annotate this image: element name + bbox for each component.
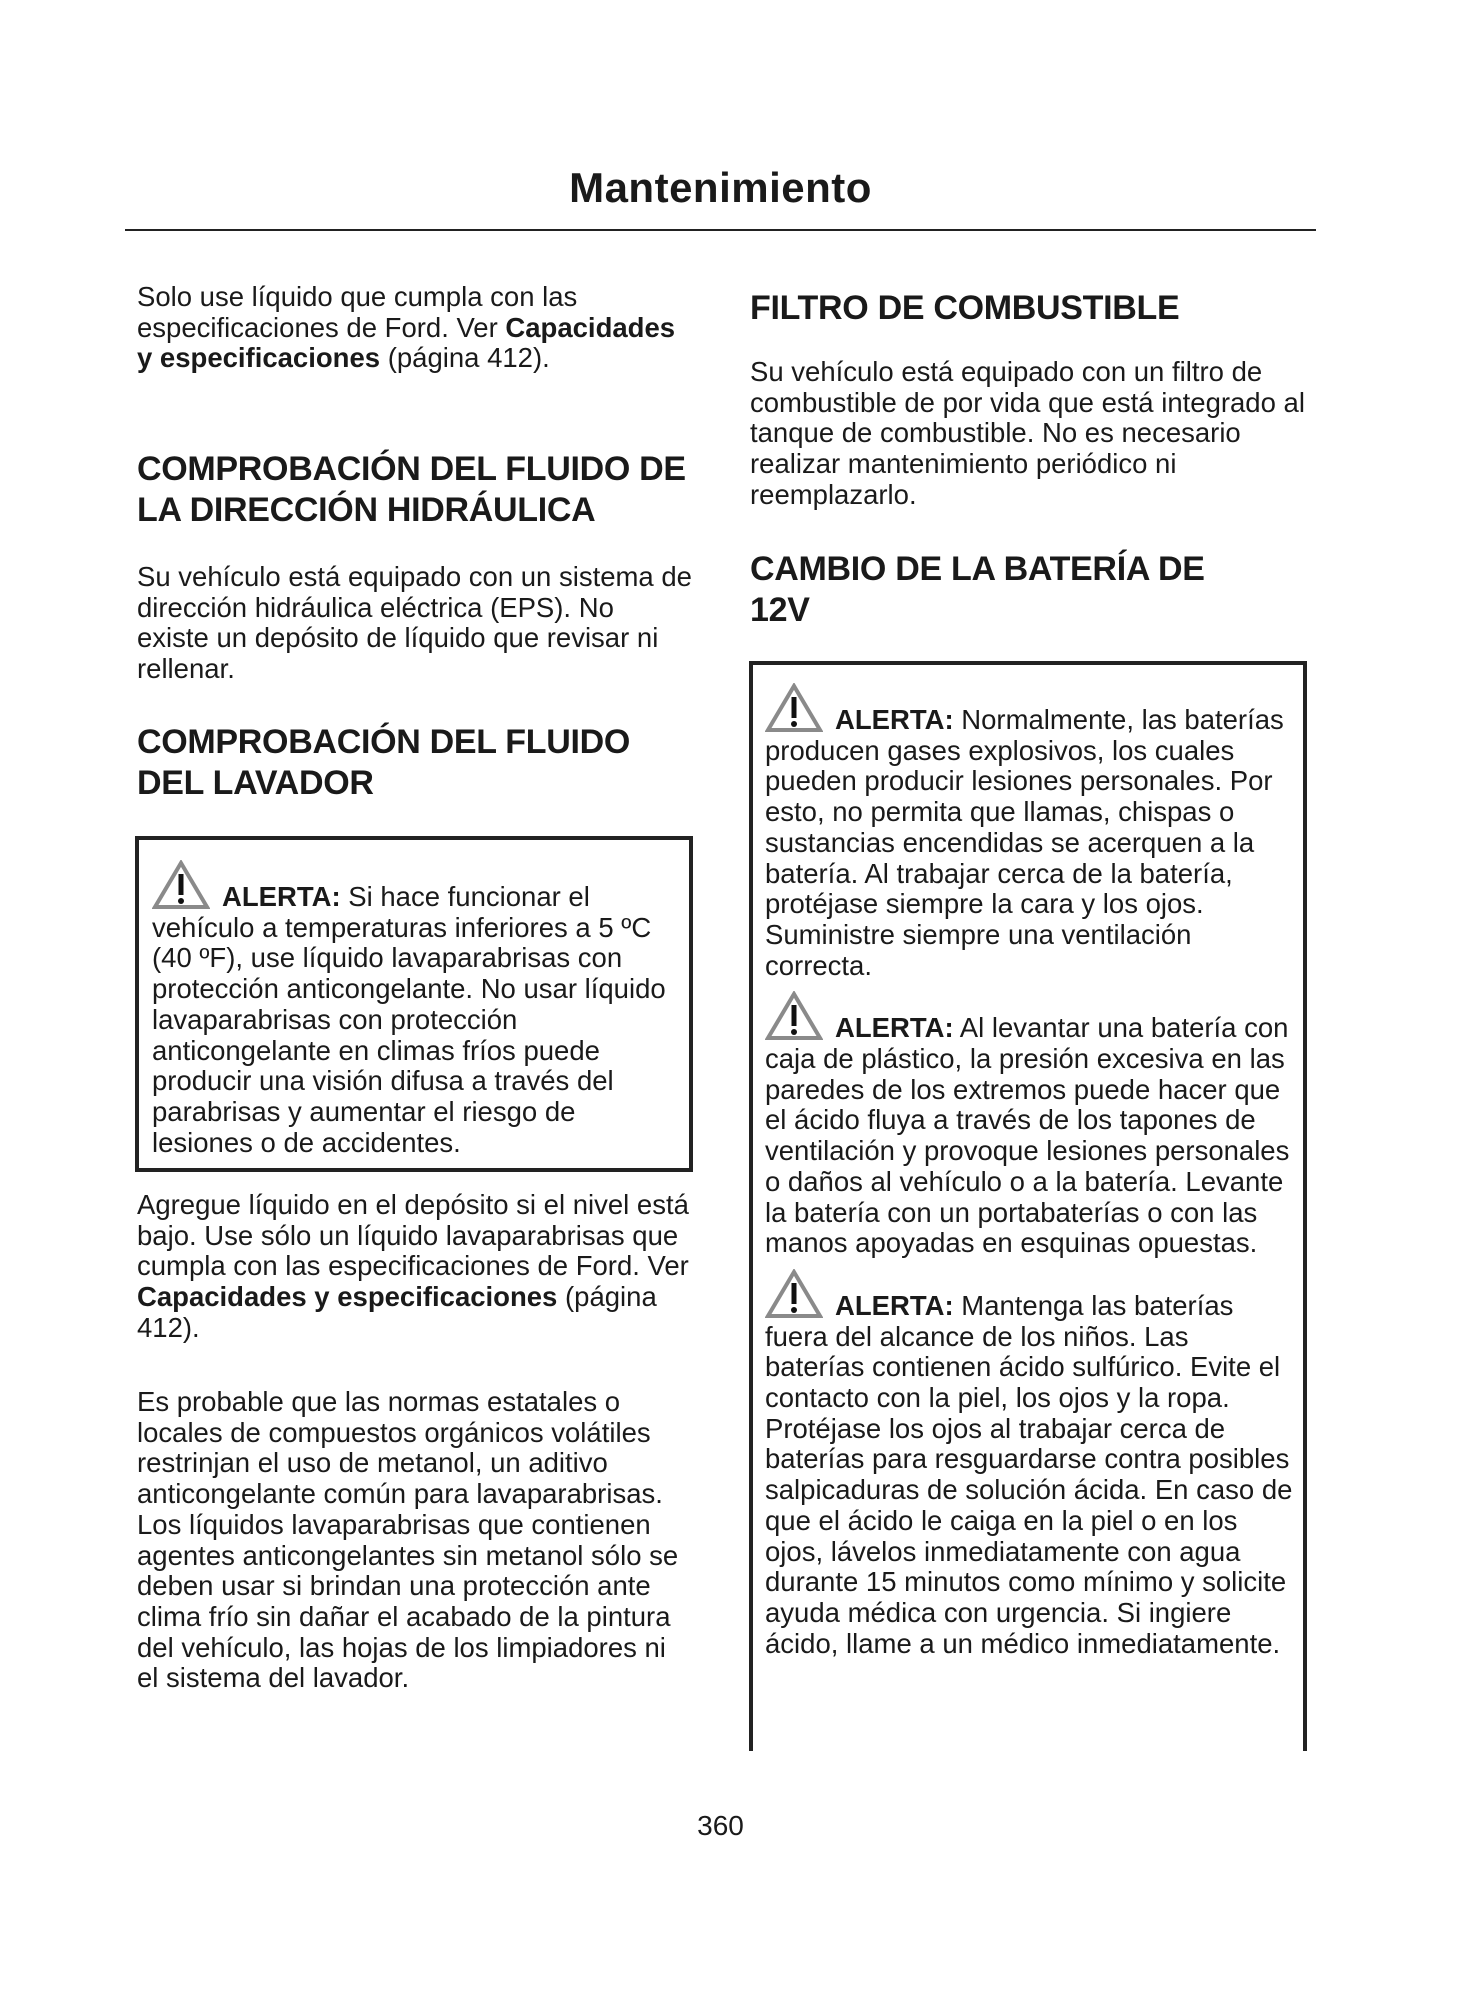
alert-text: Al levantar una batería con caja de plástico, la presión excesiva en las paredes de los extremos puede hacer que el ácido fluya a través de los tapones de ventilación y provoque lesiones personales o daños al vehículo o a la batería. Levante la batería con un portabaterías o con las manos apoyadas en esquinas opuestas. [765,1012,1290,1259]
page-title: Mantenimiento [569,164,872,211]
left-paragraph-1 [137,282,693,374]
warning-triangle-icon [152,860,210,910]
left-paragraph-4: Es probable que las normas estatales o locales de compuestos orgánicos volátiles restrinjan el uso de metanol, un aditivo anticongelante común para lavaparabrisas. Los líquidos lavaparabrisas que contienen agentes anticongelantes sin metanol sólo se deben usar si brindan una protección ante clima frío sin dañar el acabado de la pintura del vehículo, las hojas de los limpiadores ni el sistema del lavador. [137,1386,679,1694]
warning-triangle-icon [765,991,823,1041]
alert-text: Normalmente, las baterías producen gases explosivos, los cuales pueden producir lesiones personales. Por esto, no permita que llamas, chispas o sustancias encendidas se acerquen a la batería. Al trabajar cerca de la batería, protéjase siempre la cara y los ojos. Suministre siempre una ventilación correcta. [765,704,1284,981]
left-paragraph-2: Su vehículo está equipado con un sistema de dirección hidráulica eléctrica (EPS). No existe un depósito de líquido que revisar ni rellenar. [137,561,692,685]
capacities-link[interactable]: Capacidades y especificaciones [137,1281,558,1313]
alert [765,683,1295,981]
warning-triangle-icon [765,683,823,733]
heading-battery-change: CAMBIO DE LA BATERÍA DE 12V [750,550,1205,629]
paragraph-text: Solo use líquido que cumpla con las especificaciones de Ford. Ver [137,281,578,343]
battery-alert-box [749,661,1307,1751]
capacities-link[interactable]: Capacidades y especificaciones [137,311,676,374]
right-paragraph-1: Su vehículo está equipado con un filtro de combustible de por vida que está integrado al tanque de combustible. No es necesario realizar mantenimiento periódico ni reemplazarlo. [750,356,1305,510]
alert-label: ALERTA: [222,881,341,912]
alert-label: ALERTA: [835,704,954,735]
heading-fuel-filter: FILTRO DE COMBUSTIBLE [750,289,1180,327]
alert-text: Mantenga las baterías fuera del alcance de los niños. Las baterías contienen ácido sulfúrico. Evite el contacto con la piel, los ojos y la ropa. Protéjase los ojos al trabajar cerca de baterías para resguardarse contra posibles salpicaduras de solución ácida. En caso de que el ácido le caiga en la piel o en los ojos, lávelos inmediatamente con agua durante 15 minutos como mínimo y solicite ayuda médica con urgencia. Si ingiere ácido, llame a un médico inmediatamente. [765,1289,1293,1659]
alert [152,860,679,1158]
paragraph-text: (página 412). [137,1281,657,1343]
heading-washer-fluid: COMPROBACIÓN DEL FLUIDO DEL LAVADOR [137,723,631,802]
warning-triangle-icon [765,1269,823,1319]
alert [765,991,1295,1259]
alert-text: Si hace funcionar el vehículo a temperaturas inferiores a 5 ºC (40 ºF), use líquido lavaparabrisas con protección anticongelante. No usar líquido lavaparabrisas con protección anticongelante en climas fríos puede producir una visión difusa a través del parabrisas y aumentar el riesgo de lesiones o de accidentes. [152,881,666,1158]
left-paragraph-3 [137,1190,693,1344]
alert-label: ALERTA: [835,1289,954,1321]
page-number: 360 [697,1810,744,1841]
header-divider [125,229,1316,231]
washer-alert-box [135,836,693,1172]
paragraph-text: (página 412). [380,342,550,374]
alert-label: ALERTA: [835,1012,954,1044]
heading-power-steering: COMPROBACIÓN DEL FLUIDO DE LA DIRECCIÓN HIDRÁULICA [137,450,686,529]
alert [765,1269,1295,1659]
paragraph-text: Agregue líquido en el depósito si el nivel está bajo. Use sólo un líquido lavaparabrisas que cumpla con las especificaciones de Ford. Ver [137,1189,689,1282]
